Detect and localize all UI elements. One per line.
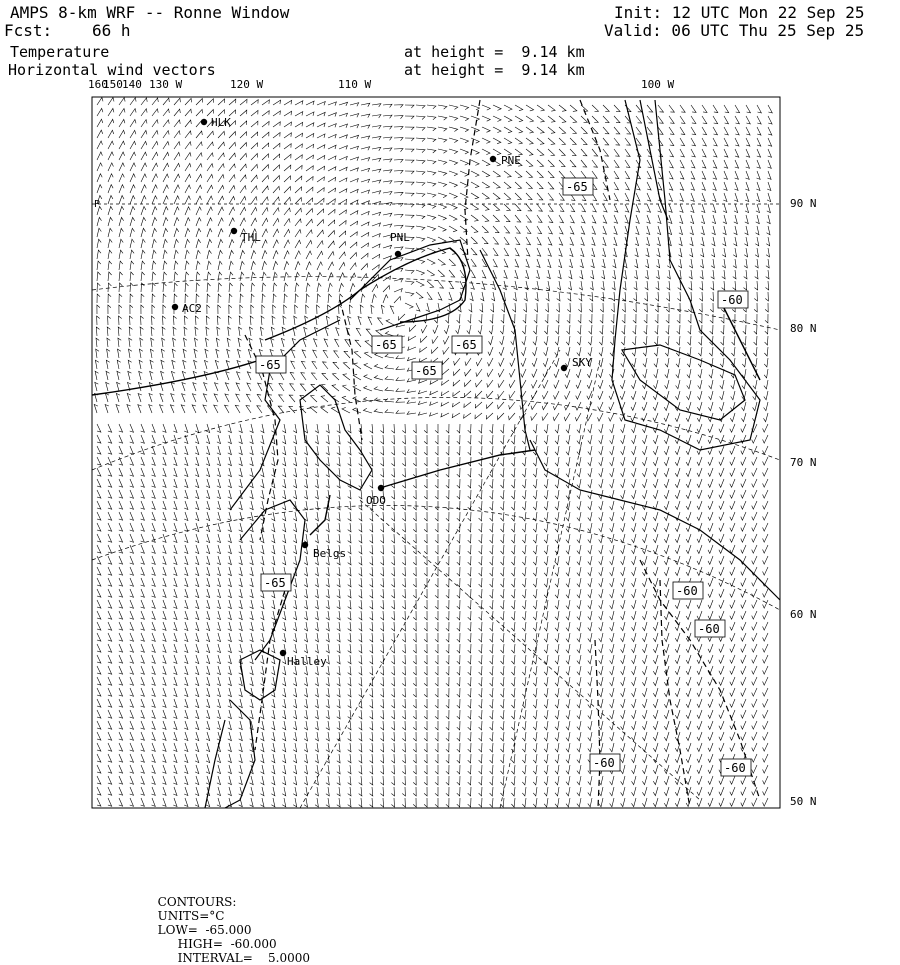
station-label: PNE xyxy=(501,154,521,167)
contour-label: -65 xyxy=(375,338,397,352)
latitude-label: 70 N xyxy=(790,456,817,469)
forecast-label: Fcst: xyxy=(4,21,53,40)
station-dot xyxy=(280,650,286,656)
low-label: LOW= -65.000 xyxy=(157,923,252,937)
longitude-label: 100 W xyxy=(641,78,675,91)
contour-label: -60 xyxy=(721,293,743,307)
station-label: SKY xyxy=(572,356,592,369)
station-label: ODO xyxy=(366,494,386,507)
station-dot xyxy=(378,485,384,491)
station-dot xyxy=(201,119,207,125)
longitude-label: 130 W xyxy=(149,78,183,91)
pole-marker: P xyxy=(94,199,101,210)
station-dot xyxy=(395,251,401,257)
longitude-label: 150 xyxy=(103,78,123,91)
init-time: Init: 12 UTC Mon 22 Sep 25 xyxy=(614,3,865,22)
station-label: PNL xyxy=(390,231,410,244)
valid-time: Valid: 06 UTC Thu 25 Sep 25 xyxy=(604,21,865,40)
right-latitude-labels xyxy=(790,197,817,808)
latitude-label: 80 N xyxy=(790,322,817,335)
longitude-label: 140 xyxy=(122,78,142,91)
map-title: AMPS 8-km WRF -- Ronne Window xyxy=(10,3,290,22)
field-wind-vectors: Horizontal wind vectors xyxy=(8,61,216,79)
temperature-height: at height = 9.14 km xyxy=(404,43,585,61)
interval-label: INTERVAL= 5.0000 xyxy=(177,951,311,965)
latitude-label: 60 N xyxy=(790,608,817,621)
contour-label: -65 xyxy=(415,364,437,378)
top-longitude-labels xyxy=(88,78,674,91)
station-label: Belgs xyxy=(313,547,347,560)
contour-label: -65 xyxy=(455,338,477,352)
contours-label: CONTOURS: xyxy=(157,895,237,909)
station-dot xyxy=(302,542,308,548)
contour-label: -60 xyxy=(593,756,615,770)
longitude-label: 160 xyxy=(88,78,108,91)
contour-label: -65 xyxy=(259,358,281,372)
high-label: HIGH= -60.000 xyxy=(177,937,277,951)
station-label: THL xyxy=(241,231,261,244)
contour-label: -60 xyxy=(698,622,720,636)
contour-label: -65 xyxy=(264,576,286,590)
contour-label: -65 xyxy=(566,180,588,194)
station-dot xyxy=(172,304,178,310)
wind-height: at height = 9.14 km xyxy=(404,61,585,79)
latitude-label: 50 N xyxy=(790,795,817,808)
field-temperature: Temperature xyxy=(10,43,110,61)
latitude-label: 90 N xyxy=(790,197,817,210)
station-dot xyxy=(561,365,567,371)
station-label: HLK xyxy=(211,116,231,129)
contour-info xyxy=(150,881,314,965)
station-label: AC2 xyxy=(182,302,202,315)
longitude-label: 110 W xyxy=(338,78,372,91)
units-label: UNITS=°C xyxy=(157,909,225,923)
contour-label: -60 xyxy=(724,761,746,775)
forecast-hours: 66 h xyxy=(92,21,131,40)
longitude-label: 120 W xyxy=(230,78,264,91)
station-markers xyxy=(172,116,592,668)
station-dot xyxy=(490,156,496,162)
contour-label: -60 xyxy=(676,584,698,598)
station-label: Halley xyxy=(287,655,327,668)
station-dot xyxy=(231,228,237,234)
